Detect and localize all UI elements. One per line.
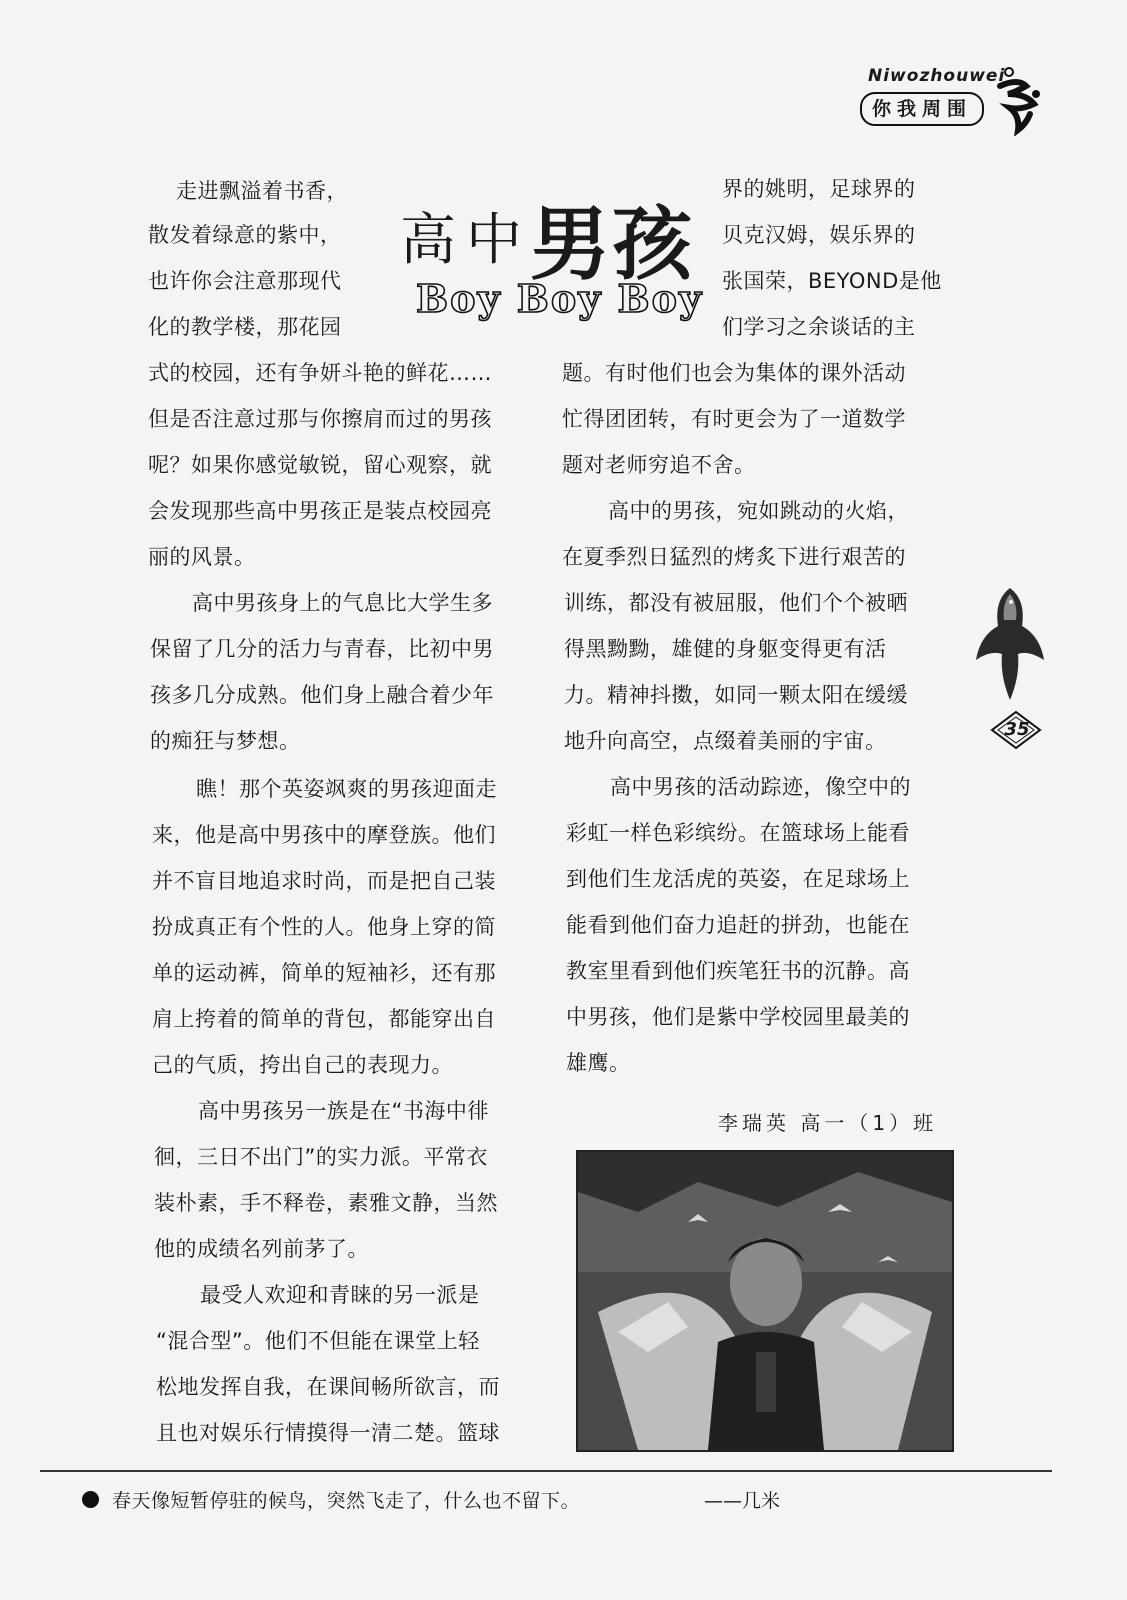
author-byline: 李瑞英 高一（1）班 [718,1111,938,1135]
column-logo-icon [996,64,1042,136]
article-line: 但是否注意过那与你擦肩而过的男孩 [148,407,492,431]
article-line: 教室里看到他们疾笔狂书的沉静。高 [566,959,910,983]
article-line: 到他们生龙活虎的英姿，在足球场上 [566,867,910,891]
footer-quote-author: ——几米 [704,1490,781,1512]
column-name-en: Niwozhouwei [868,66,1006,86]
article-line: 也许你会注意那现代 [148,269,342,293]
page-number: 35 [1004,719,1030,740]
article-line: 们学习之余谈话的主 [722,315,916,339]
photo-illustration [578,1152,952,1450]
article-line: 孩多几分成熟。他们身上融合着少年 [150,683,494,707]
article-line: 装朴素，手不释卷，素雅文静，当然 [154,1191,498,1215]
article-line: 呢？如果你感觉敏锐，留心观察，就 [148,453,492,477]
article-line: 雄鹰。 [566,1051,631,1075]
title-english: Boy Boy Boy [416,276,704,321]
article-line: 化的教学楼，那花园 [148,315,342,339]
article-line: 高中的男孩，宛如跳动的火焰， [608,499,909,523]
article-line: 单的运动裤，简单的短袖衫，还有那 [152,961,496,985]
article-line: 题。有时他们也会为集体的课外活动 [562,361,906,385]
bullet-icon [82,1491,99,1508]
article-line: 来，他是高中男孩中的摩登族。他们 [152,823,496,847]
article-line: 走进飘溢着书香， [176,179,348,203]
article-line: 训练，都没有被屈服，他们个个被晒 [564,591,908,615]
article-line: 松地发挥自我，在课间畅所欲言，而 [156,1375,500,1399]
article-line: 徊，三日不出门”的实力派。平常衣 [154,1145,488,1169]
article-line: 散发着绿意的紫中， [148,223,342,247]
article-line: 肩上挎着的简单的背包，都能穿出自 [152,1007,496,1031]
article-line: 地升向高空，点缀着美丽的宇宙。 [564,729,887,753]
article-line: 能看到他们奋力追赶的拼劲，也能在 [566,913,910,937]
article-line: 题对老师穷追不舍。 [562,453,756,477]
article-line: “混合型”。他们不但能在课堂上轻 [156,1329,480,1353]
article-line: 的痴狂与梦想。 [150,729,301,753]
article-line: 界的姚明，足球界的 [722,177,916,201]
article-line: 式的校园，还有争妍斗艳的鲜花…… [148,361,492,385]
title-prefix: 高中 [400,208,532,273]
article-line: 贝克汉姆，娱乐界的 [722,223,916,247]
footer-divider [40,1470,1052,1472]
article-line: 高中男孩另一族是在“书海中徘 [198,1099,489,1123]
article-line: 瞧！那个英姿飒爽的男孩迎面走 [196,777,497,801]
footer-quote: 春天像短暂停驻的候鸟，突然飞走了，什么也不留下。 [112,1490,581,1512]
article-line: 在夏季烈日猛烈的烤炙下进行艰苦的 [562,545,906,569]
article-line: 张国荣，BEYOND是他 [722,269,942,293]
article-line: 高中男孩的活动踪迹，像空中的 [610,775,911,799]
column-name-cn: 你我周围 [860,92,984,126]
article-line: 最受人欢迎和青睐的另一派是 [200,1283,480,1307]
article-line: 得黑黝黝，雄健的身躯变得更有活 [564,637,887,661]
article-line: 彩虹一样色彩缤纷。在篮球场上能看 [566,821,910,845]
article-line: 他的成绩名列前茅了。 [154,1237,369,1261]
article-line: 力。精神抖擞，如同一颗太阳在缓缓 [564,683,908,707]
bird-icon [970,580,1050,710]
article-line: 丽的风景。 [148,545,256,569]
article-line: 忙得团团转，有时更会为了一道数学 [562,407,906,431]
article-line: 扮成真正有个性的人。他身上穿的简 [152,915,496,939]
article-line: 中男孩，他们是紫中学校园里最美的 [566,1005,910,1029]
page-title: 男孩 [530,197,694,291]
article-line: 会发现那些高中男孩正是装点校园亮 [148,499,492,523]
article-photo [576,1150,954,1452]
article-line: 并不盲目地追求时尚，而是把自己装 [152,869,496,893]
article-line: 保留了几分的活力与青春，比初中男 [150,637,494,661]
article-line: 高中男孩身上的气息比大学生多 [192,591,493,615]
article-line: 己的气质，挎出自己的表现力。 [152,1053,453,1077]
article-line: 且也对娱乐行情摸得一清二楚。篮球 [156,1421,500,1445]
